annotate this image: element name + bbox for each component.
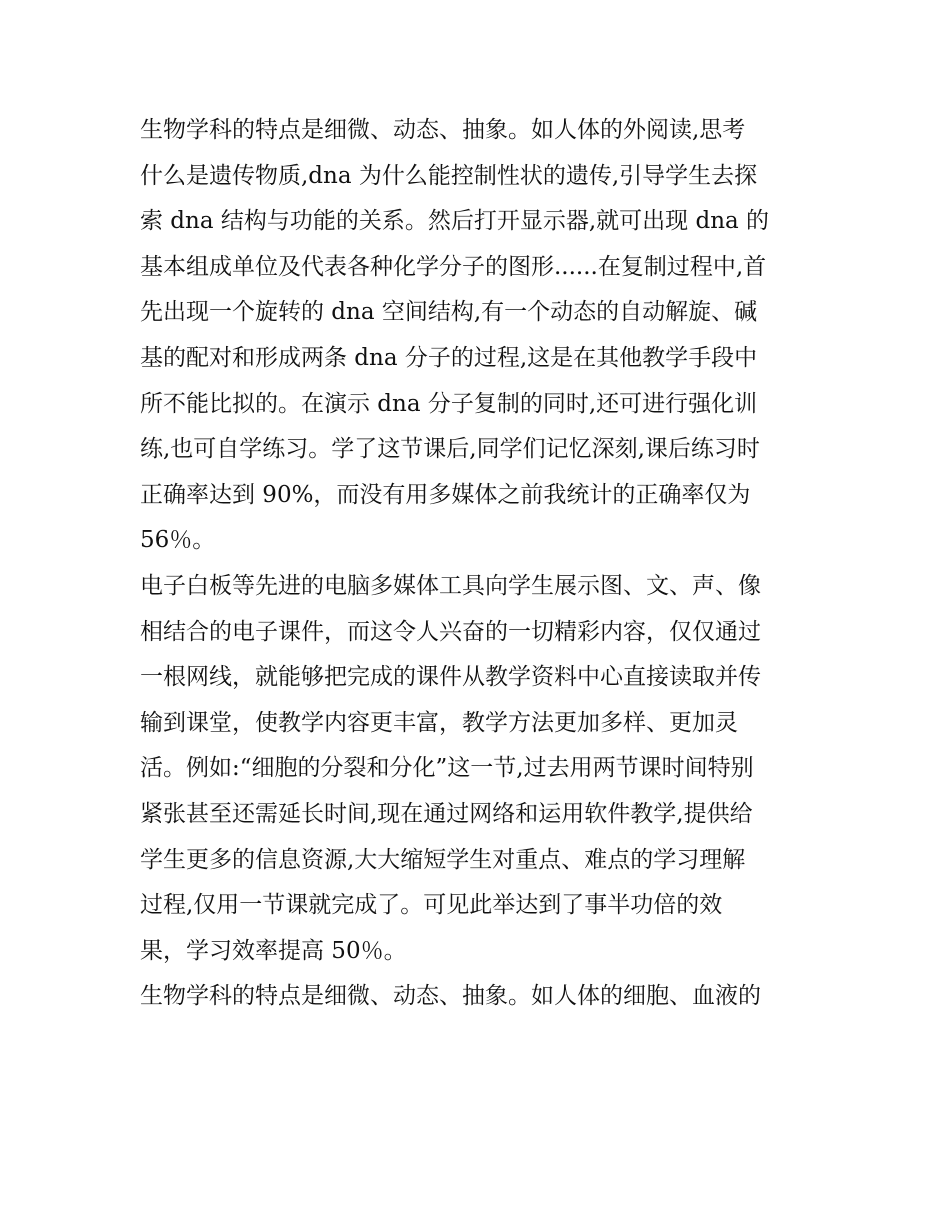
text-line: 基本组成单位及代表各种化学分子的图形......在复制过程中,首 [140, 253, 767, 280]
text-line: 紧张甚至还需延长时间,现在通过网络和运用软件教学,提供给 [140, 800, 753, 827]
text-line: 输到课堂，使教学内容更丰富，教学方法更加多样、更加灵 [140, 709, 738, 736]
text-line: 学生更多的信息资源,大大缩短学生对重点、难点的学习理解 [140, 846, 746, 873]
text-line: 索 dna 结构与功能的关系。然后打开显示器,就可出现 dna 的 [140, 208, 770, 235]
text-line: 过程,仅用一节课就完成了。可见此举达到了事半功倍的效 [140, 892, 723, 919]
text-line: 果，学习效率提高 50％。 [140, 937, 407, 964]
text-line: 所不能比拟的。在演示 dna 分子复制的同时,还可进行强化训 [140, 390, 758, 417]
text-line: 基的配对和形成两条 dna 分子的过程,这是在其他教学手段中 [140, 344, 758, 371]
text-line: 电子白板等先进的电脑多媒体工具向学生展示图、文、声、像 [140, 572, 761, 599]
text-line: 活。例如:“细胞的分裂和分化”这一节,过去用两节课时间特别 [140, 755, 754, 782]
text-line: 生物学科的特点是细微、动态、抽象。如人体的细胞、血液的 [140, 983, 761, 1010]
body-text [140, 108, 820, 1020]
text-line: 相结合的电子课件，而这令人兴奋的一切精彩内容，仅仅通过 [140, 618, 761, 645]
text-line: 一根网线，就能够把完成的课件从教学资料中心直接读取并传 [140, 664, 761, 691]
text-line: 生物学科的特点是细微、动态、抽象。如人体的外阅读,思考 [140, 117, 746, 143]
text-line: 正确率达到 90%，而没有用多媒体之前我统计的正确率仅为 [140, 481, 751, 508]
text-line: 练,也可自学练习。学了这节课后,同学们记忆深刻,课后练习时 [140, 436, 760, 463]
text-line: 先出现一个旋转的 dna 空间结构,有一个动态的自动解旋、碱 [140, 299, 758, 326]
text-line: 56％。 [140, 527, 216, 554]
text-line: 什么是遗传物质,dna 为什么能控制性状的遗传,引导学生去探 [140, 162, 758, 189]
